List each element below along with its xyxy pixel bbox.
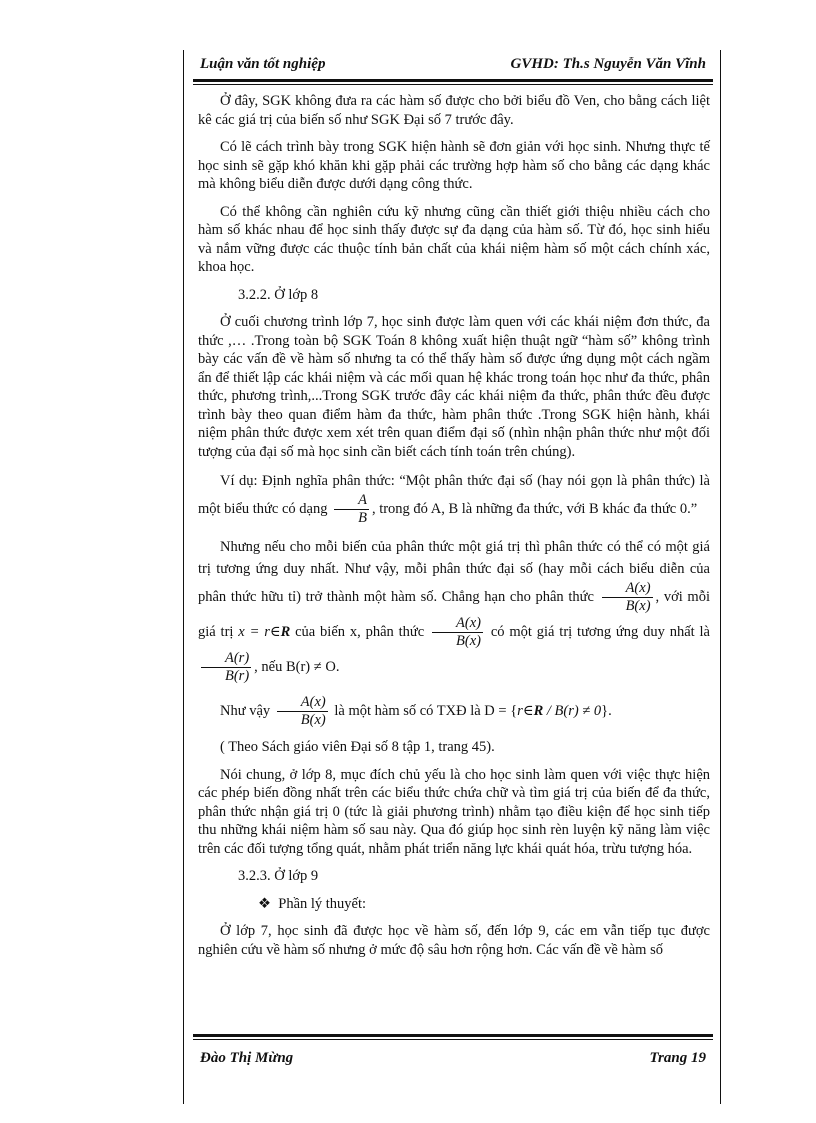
paragraph-domain: Như vậy $\frac{A(x)}{B(x)}$ là một hàm số có TXĐ là D = {r∈R / B(r) ≠ 0}.: [220, 694, 612, 728]
footer-left: Đào Thị Mừng: [200, 1050, 294, 1066]
section-heading: 3.2.3. Ở lớp 9: [238, 868, 319, 884]
section-heading: 3.2.2. Ở lớp 8: [238, 286, 319, 303]
paragraph: Nói chung, ở lớp 8, mục đích chủ yếu là cho học sinh làm quen với việc thực hiện các phép biến đồng nhất trên các biểu thức chứa chữ và tìm giá trị của biến để đa thức, phân thức nhận giá trị 0 (tức là giải phương trình) nhằm tạo điều kiện để học sinh tiếp thu những khái niệm hàm số sau này. Qua đó giúp học sinh rèn luyện kỹ năng làm việc trên các đối tượng tổng quát, nhằm phát triển năng lực khái quát hóa, trừu tượng hóa.: [198, 766, 710, 857]
fraction: $\frac{A}{B}$: [334, 492, 369, 527]
fraction: $\frac{A(x)}{B(x)}$: [277, 694, 328, 729]
header-left: Luận văn tốt nghiệp: [200, 56, 326, 72]
document-body: [198, 92, 710, 968]
paragraph-function: Nhưng nếu cho mỗi biến của phân thức một giá trị thì phân thức có thể có một giá trị tương ứng duy nhất. Như vậy, mỗi phân thức đại số (hay mỗi cách biểu diễn của phân thức hữu tỉ) trở thành một hàm số. Chẳng hạn cho phân thức $\frac{A(x)}{B(x)}$ , với mỗi giá trị x = r∈R của biến x, phân thức $\frac{A(x)}{B(x)}$ có một giá trị tương ứng duy nhất là $\frac{A(r)}{B(r)}$ , nếu B(r) ≠ O.: [198, 539, 710, 684]
paragraph-example: Ví dụ: Định nghĩa phân thức: “Một phân thức đại số (hay nói gọn là phân thức) là một biểu thức có dạng $\frac{A}{B}$ , trong đó A, B là những đa thức, với B khác đa thức 0.”: [198, 473, 710, 526]
page-number: Trang 19: [649, 1050, 706, 1066]
diamond-bullet-icon: ❖: [258, 895, 271, 912]
fraction: $\frac{A(x)}{B(x)}$: [432, 615, 483, 650]
header-rule: [193, 79, 713, 85]
page-footer: [200, 1050, 706, 1067]
fraction: $\frac{A(x)}{B(x)}$: [602, 580, 653, 615]
header-right: GVHD: Th.s Nguyễn Văn Vĩnh: [510, 56, 706, 72]
paragraph: Có thể không cần nghiên cứu kỹ nhưng cũng cần thiết giới thiệu nhiều cách cho hàm số khác nhau để học sinh thấy được sự đa dạng của hàm số. Từ đó, học sinh hiểu và nắm vững được các thuộc tính bản chất của khái niệm hàm số một cách chính xác, khoa học.: [198, 203, 710, 275]
paragraph: Có lẽ cách trình bày trong SGK hiện hành sẽ đơn giản với học sinh. Nhưng thực tế học sinh sẽ gặp khó khăn khi gặp phải các trường hợp hàm số cho bằng các dạng khác mà không biểu diễn được dưới dạng công thức.: [198, 139, 710, 192]
paragraph: Ở đây, SGK không đưa ra các hàm số được cho bởi biểu đồ Ven, cho bằng cách liệt kê các giá trị của biến số như SGK Đại số 7 trước đây.: [198, 93, 710, 128]
footer-rule: [193, 1034, 713, 1040]
page-header: [200, 56, 706, 78]
fraction: $\frac{A(r)}{B(r)}$: [201, 650, 251, 685]
paragraph: Ở cuối chương trình lớp 7, học sinh được làm quen với các khái niệm đơn thức, đa thức ,… .Trong toàn bộ SGK Toán 8 không xuất hiện thuật ngữ “hàm số” không trình bày các vấn đề về hàm số nhưng ta có thể thấy hàm số được ứng dụng một cách ngầm ẩn để thiết lập các khái niệm và các mối quan hệ khác trong toán học như đa thức, phân thức, phương trình,...Trong SGK trước đây các khái niệm đa thức, phân thức đều được trình bày theo quan điểm hàm đa thức, hàm phân thức .Trong SGK hiện hành, khái niệm phân thức được xem xét trên quan điểm đại số (nhìn nhận phân thức như một đối tượng của đại số mà học sinh cần biết cách tính toán trên chúng).: [198, 314, 710, 460]
bullet-item: ❖ Phần lý thuyết:: [258, 895, 367, 912]
paragraph: Ở lớp 7, học sinh đã được học về hàm số, đến lớp 9, các em vẫn tiếp tục được nghiên cứu về hàm số nhưng ở mức độ sâu hơn rộng hơn. Các vấn đề về hàm số: [198, 923, 710, 958]
reference-note: ( Theo Sách giáo viên Đại số 8 tập 1, trang 45).: [220, 739, 495, 755]
